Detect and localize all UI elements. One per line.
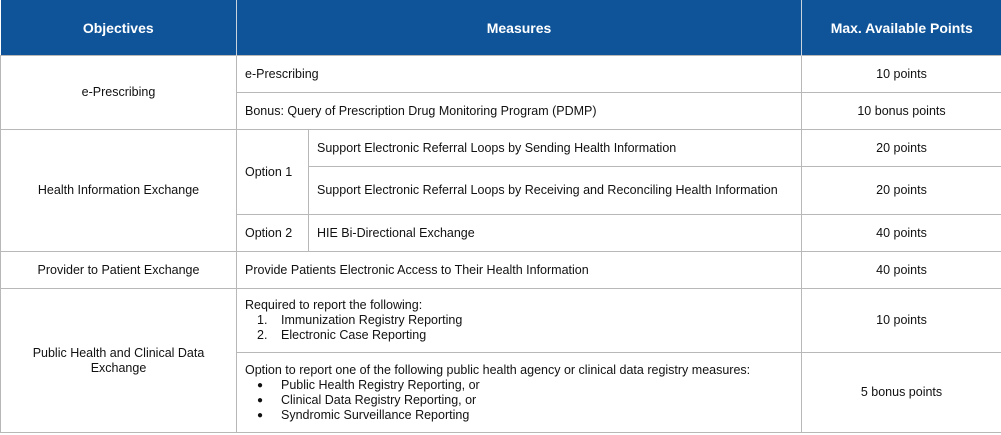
- measure-hie-bidirectional: HIE Bi-Directional Exchange: [309, 215, 802, 252]
- list-item-text: Electronic Case Reporting: [281, 328, 427, 342]
- measure-pdmp-bonus: Bonus: Query of Prescription Drug Monitoring Program (PDMP): [237, 93, 802, 130]
- table-row: [1, 56, 1001, 93]
- required-reporting-intro: Required to report the following:: [245, 298, 423, 312]
- list-item-text: Public Health Registry Reporting, or: [281, 377, 480, 392]
- objectives-header: Objectives: [1, 0, 237, 56]
- table-row: [1, 289, 1001, 353]
- list-item: [245, 393, 793, 408]
- list-item-text: Syndromic Surveillance Reporting: [281, 407, 470, 422]
- measure-referral-sending: Support Electronic Referral Loops by Sending Health Information: [309, 130, 802, 167]
- list-number: 2.: [257, 328, 268, 342]
- objective-public-health: Public Health and Clinical Data Exchange: [1, 289, 237, 433]
- optional-reporting-intro: Option to report one of the following public health agency or clinical data registry measures:: [245, 362, 751, 377]
- points-header: Max. Available Points: [802, 0, 1001, 56]
- required-reporting-list: [245, 313, 793, 343]
- list-item: [245, 408, 793, 423]
- bullet-icon: ●: [257, 394, 264, 406]
- list-item-text: Clinical Data Registry Reporting, or: [281, 392, 477, 407]
- measure-eprescribing: e-Prescribing: [237, 56, 802, 93]
- points-optional-reporting: 5 bonus points: [802, 353, 1001, 433]
- header-row: [1, 0, 1001, 56]
- points-patient-access: 40 points: [802, 252, 1001, 289]
- measure-optional-reporting: [237, 353, 802, 433]
- points-pdmp-bonus: 10 bonus points: [802, 93, 1001, 130]
- hie-option-1-label: Option 1: [237, 130, 309, 215]
- list-number: 1.: [257, 313, 268, 327]
- table-row: [1, 252, 1001, 289]
- measure-required-reporting: [237, 289, 802, 353]
- list-item: [245, 328, 793, 343]
- list-item: [245, 313, 793, 328]
- table-row: [1, 130, 1001, 167]
- points-referral-sending: 20 points: [802, 130, 1001, 167]
- measure-referral-receiving: Support Electronic Referral Loops by Receiving and Reconciling Health Information: [309, 167, 802, 215]
- measures-header: Measures: [237, 0, 802, 56]
- points-eprescribing: 10 points: [802, 56, 1001, 93]
- list-item-text: Immunization Registry Reporting: [281, 313, 463, 327]
- optional-reporting-list: [245, 378, 793, 423]
- bullet-icon: ●: [257, 379, 264, 391]
- points-required-reporting: 10 points: [802, 289, 1001, 353]
- hie-option-2-label: Option 2: [237, 215, 309, 252]
- objective-hie: Health Information Exchange: [1, 130, 237, 252]
- list-item: [245, 378, 793, 393]
- points-referral-receiving: 20 points: [802, 167, 1001, 215]
- points-hie-bidirectional: 40 points: [802, 215, 1001, 252]
- bullet-icon: ●: [257, 409, 264, 421]
- measure-patient-access: Provide Patients Electronic Access to Their Health Information: [237, 252, 802, 289]
- objective-eprescribing: e-Prescribing: [1, 56, 237, 130]
- objective-provider-patient: Provider to Patient Exchange: [1, 252, 237, 289]
